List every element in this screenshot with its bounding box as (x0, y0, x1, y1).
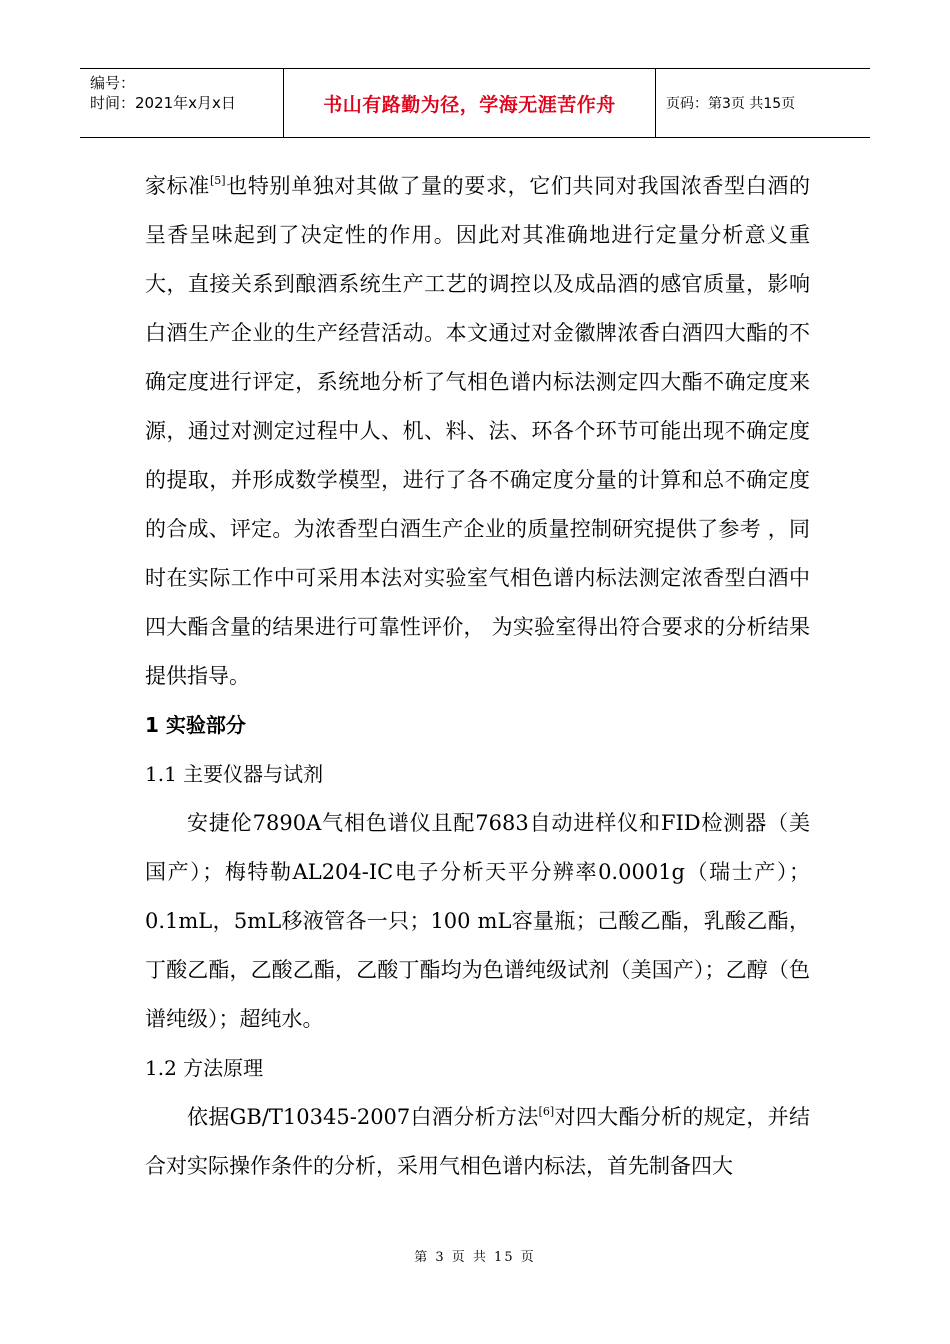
section-heading-1-1: 1.1 主要仪器与试剂 (145, 762, 324, 786)
motto-text: 书山有路勤为径，学海无涯苦作舟 (323, 93, 616, 116)
header-motto-cell (283, 69, 656, 137)
paragraph-3 (145, 1093, 810, 1191)
para1-text-a: 家标准 (145, 174, 210, 198)
citation-5: [5] (209, 174, 226, 187)
para1-text-b: 也特别单独对其做了量的要求，它们共同对我国浓香型白酒的呈香呈味起到了决定性的作用。因此对其准确地进行定量分析意义重大，直接关系到酿酒系统生产工艺的调控以及成品酒的感官质量，影响白酒生产企业的生产经营活动。本文通过对金徽牌浓香白酒四大酯的不确定度进行评定，系统地分析了气相色谱内标法测定四大酯不确定度来源，通过对测定过程中人、机、料、法、环各个环节可能出现不确定度的提取，并形成数学模型，进行了各不确定度分量的计算和总不确定度的合成、评定。为浓香型白酒生产企业的质量控制研究提供了参考 ，同时在实际工作中可采用本法对实验室气相色谱内标法测定浓香型白酒中四大酯含量的结果进行可靠性评价， 为实验室得出符合要求的分析结果提供指导。 (145, 174, 811, 688)
header-info-cell (80, 69, 283, 137)
section-heading-1-2: 1.2 方法原理 (145, 1056, 264, 1080)
document-body (145, 162, 810, 1191)
section-heading-1: 1 实验部分 (145, 713, 246, 737)
page-footer: 第 3 页 共 15 页 (414, 1250, 536, 1265)
page-code: 页码：第3页 共15页 (666, 96, 796, 112)
para3-text-b: 对四大酯分析的规定，并结合对实际操作条件的分析，采用气相色谱内标法，首先制备四大 (145, 1105, 811, 1178)
citation-6: [6] (538, 1105, 555, 1118)
paragraph-1 (145, 162, 810, 701)
page-header (80, 68, 870, 138)
header-page-cell (656, 69, 870, 137)
number-label: 编号： (90, 74, 136, 92)
paragraph-2: 安捷伦7890A气相色谱仪且配7683自动进样仪和FID检测器（美国产）；梅特勒AL204-IC电子分析天平分辨率0.0001g（瑞士产）；0.1mL，5mL移液管各一只；100 mL容量瓶；己酸乙酯，乳酸乙酯，丁酸乙酯，乙酸乙酯，乙酸丁酯均为色谱纯级试剂（美国产）；乙醇（色谱纯级）；超纯水。 (145, 811, 810, 1031)
time-label: 时间：2021年x月x日 (90, 94, 236, 112)
para3-text-a: 依据GB/T10345-2007白酒分析方法 (187, 1105, 539, 1129)
